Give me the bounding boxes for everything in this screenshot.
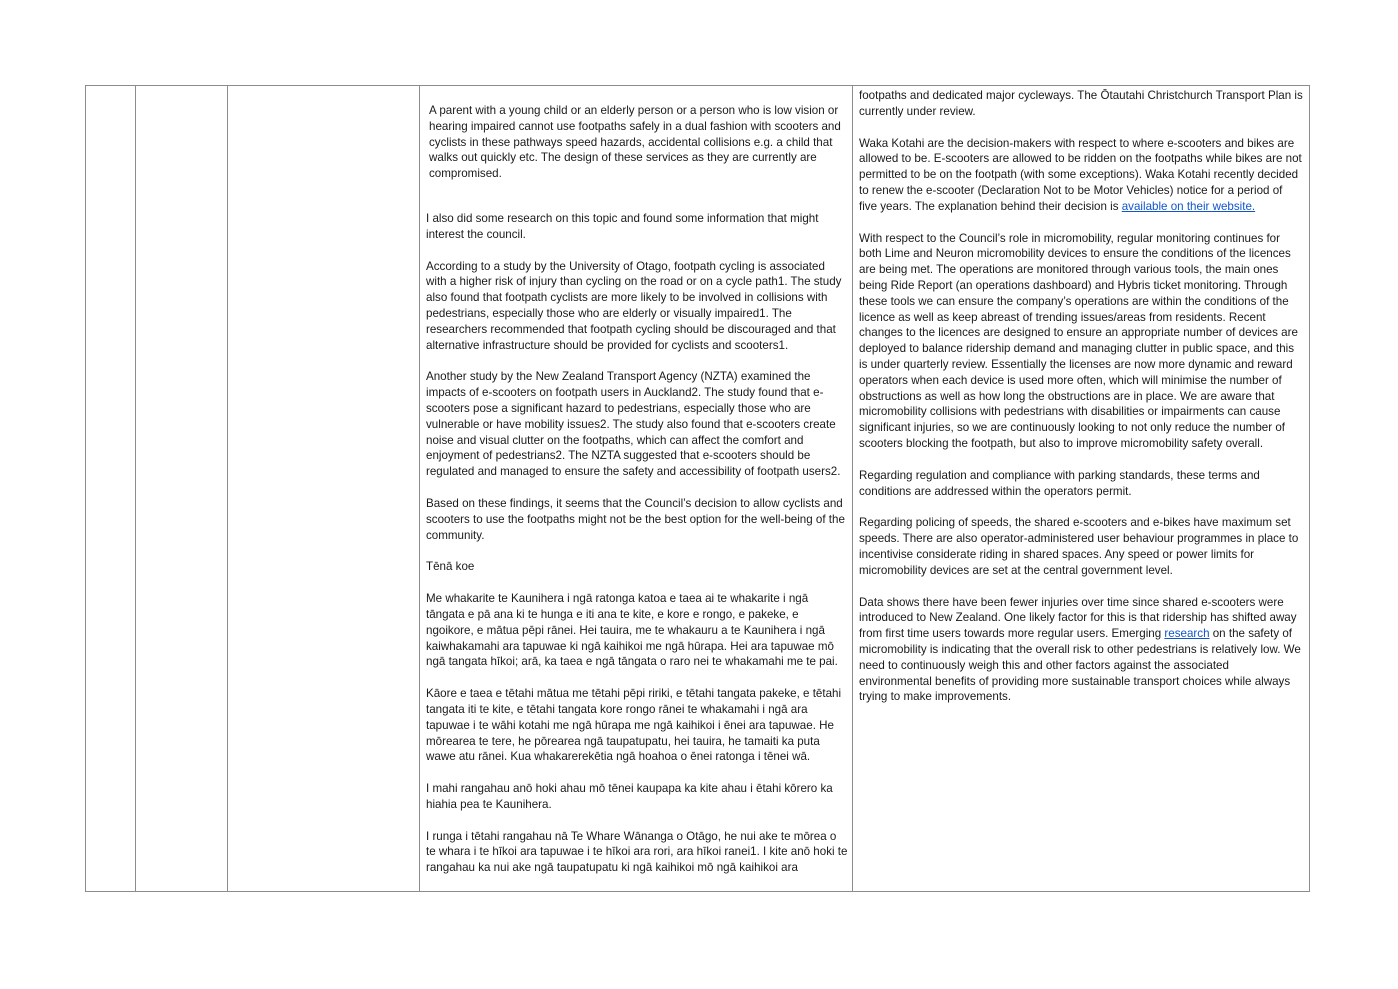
submission-paragraph: A parent with a young child or an elderly person or a person who is low vision or hearing impaired cannot use footpaths safely in a dual fashion with scooters and cyclists in these pathways speed hazards, accidental collisions e.g. a child that walks out quickly etc. The design of these services as they are currently are compromised. (429, 104, 841, 181)
council-response-column (853, 86, 1309, 891)
table-column-empty-2 (136, 86, 228, 891)
research-link[interactable]: research (1164, 627, 1210, 641)
table-column-empty-1 (86, 86, 136, 891)
blank-line (426, 196, 848, 211)
submission-paragraph: Kāore e taea e tētahi mātua me tētahi pēpi ririki, e tētahi tangata pakeke, e tētahi tangata iti te kite, e tētahi tangata kore rongo rānei te whakamahi i ngā ara tapuwae i te wāhi kotahi me ngā hūrapa me ngā kaihikoi i ēnei ara tapuwae. He mōrearea te tere, he pōrearea ngā taupatupatu, hei tauira, he tamaiti ka puta wawe atu rānei. Kua whakarerekētia ngā hoahoa o ēnei ratonga i tēnei wā. (426, 687, 842, 764)
submission-paragraph: I also did some research on this topic and found some information that might interest the council. (426, 211, 819, 241)
response-paragraph: footpaths and dedicated major cycleways. The Ōtautahi Christchurch Transport Plan is currently under review. (859, 89, 1303, 118)
submission-paragraph: Me whakarite te Kaunihera i ngā ratonga katoa e taea ai te whakarite i ngā tāngata e pā ana ki te hunga e iti ana te kite, e kore e rongo, e pakeke, e ngoikore, e mātua pēpi rānei. Hei tauira, me te whakauru a te Kaunihera i ngā kaiwhakamahi ara tapuwae ki ngā kaihikoi me ngā hūrapa. Hei ara tapuwae mō ngā tangata hīkoi; arā, ka taea e ngā tāngata o raro nei te whakamahi me te pai. (426, 592, 838, 669)
response-paragraph (859, 595, 1303, 706)
response-text: Waka Kotahi are the decision-makers with respect to where e-scooters and bikes are allowed to be. E-scooters are allowed to be ridden on the footpaths while bikes are not permitted to be on the footpath (with some exceptions). Waka Kotahi recently decided to renew the e-scooter (Declaration Not to be Motor Vehicles) notice for a period of five years. The explanation behind their decision is (859, 136, 1302, 213)
response-paragraph: With respect to the Council’s role in micromobility, regular monitoring continues for both Lime and Neuron micromobility devices to ensure the conditions of the licences are being met. The operations are monitored through various tools, the main ones being Ride Report (an operations dashboard) and Hybris ticket monitoring. Through these tools we can ensure the company’s operations are within the conditions of the licence as well as keep abreast of trending issues/areas from residents. Recent changes to the licences are designed to ensure an appropriate number of devices are deployed to balance ridership demand and managing clutter in public space, and this is under quarterly review. Essentially the licenses are now more dynamic and reward operators when each device is used more often, which will minimise the number of obstructions as well as how long the obstructions are in place. We are aware that micromobility collisions with pedestrians with disabilities or impairments can cause significant injuries, so we are continuously looking to not only reduce the number of scooters blocking the footpath, but also to improve micromobility safety overall. (859, 231, 1298, 450)
submission-paragraph: Tēnā koe (426, 560, 475, 574)
response-paragraph: Regarding regulation and compliance with parking standards, these terms and conditions are addressed within the operators permit. (859, 468, 1260, 498)
waka-kotahi-website-link[interactable]: available on their website. (1121, 199, 1256, 213)
table-column-empty-3 (228, 86, 420, 891)
submission-text-column (420, 86, 853, 891)
submission-paragraph: I mahi rangahau anō hoki ahau mō tēnei kaupapa ka kite ahau i ētahi kōrero ka hiahia pea te Kaunihera. (426, 782, 833, 811)
response-text: on the safety of micromobility is indicating that the overall risk to other pedestrians is relatively low. We need to continuously weigh this and other factors against the associated environmental benefits of providing more sustainable transport choices while always trying to make improvements. (859, 627, 1301, 704)
response-paragraph (859, 136, 1303, 215)
submission-paragraph: According to a study by the University of Otago, footpath cycling is associated with a higher risk of injury than cycling on the road or on a cycle path1. The study also found that footpath cyclists are more likely to be involved in collisions with pedestrians, especially those who are elderly or visually impaired1. The researchers recommended that footpath cycling should be discouraged and that alternative infrastructure should be provided for cyclists and scooters1. (426, 259, 842, 352)
submission-paragraph: I runga i tētahi rangahau nā Te Whare Wānanga o Otāgo, he nui ake te mōrea o te whara i te hīkoi ara tapuwae i te hīkoi ara rori, ara hīkoi ranei1. I kite anō hoki te rangahau ka nui ake ngā taupatupatu ki ngā kaihikoi mō ngā kaihikoi ara (426, 829, 848, 875)
submission-table (85, 85, 1310, 892)
response-paragraph: Regarding policing of speeds, the shared e-scooters and e-bikes have maximum set speeds. There are also operator-administered user behaviour programmes in place to incentivise considerate riding in shared spaces. Any speed or power limits for micromobility devices are set at the central government level. (859, 516, 1299, 577)
submission-paragraph: Another study by the New Zealand Transport Agency (NZTA) examined the impacts of e-scooters on footpath users in Auckland2. The study found that e-scooters pose a significant hazard to pedestrians, especially those who are vulnerable or have mobility issues2. The study also found that e-scooters create noise and visual clutter on the footpaths, which can affect the comfort and enjoyment of pedestrians2. The NZTA suggested that e-scooters should be regulated and managed to ensure the safety and accessibility of footpath users2. (426, 370, 841, 479)
response-text: Data shows there have been fewer injuries over time since shared e-scooters were introduced to New Zealand. One likely factor for this is that ridership has shifted away from first time users towards more regular users. Emerging (859, 595, 1297, 641)
submission-paragraph: Based on these findings, it seems that the Council’s decision to allow cyclists and scooters to use the footpaths might not be the best option for the well-being of the community. (426, 496, 845, 542)
